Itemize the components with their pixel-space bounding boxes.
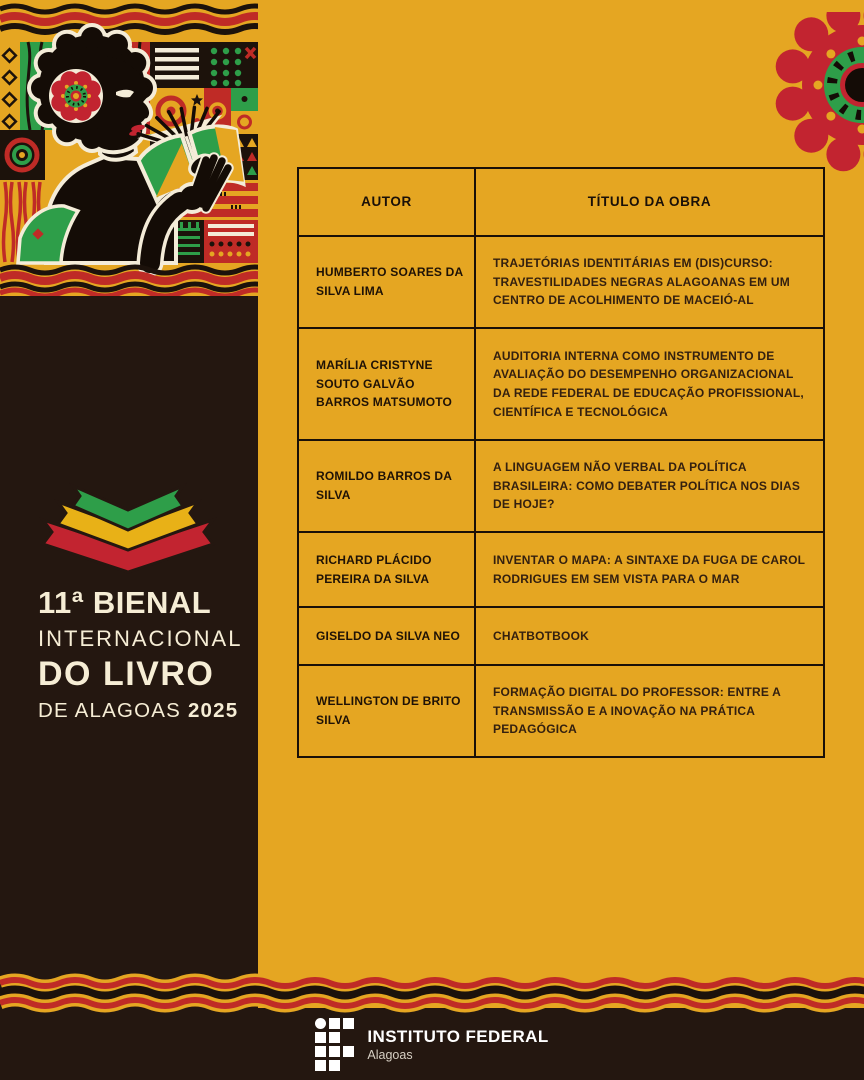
work-title: FORMAÇÃO DIGITAL DO PROFESSOR: ENTRE A TRANSMISSÃO E A INOVAÇÃO NA PRÁTICA PEDAGÓGICA <box>493 685 781 737</box>
author-name: HUMBERTO SOARES DA SILVA LIMA <box>299 237 476 327</box>
footer-text <box>367 1027 548 1062</box>
wavy-border <box>0 972 864 1014</box>
author-name: MARÍLIA CRISTYNE SOUTO GALVÃO BARROS MATSUMOTO <box>299 329 476 439</box>
author-name: GISELDO DA SILVA NEO <box>299 608 476 664</box>
work-title: TRAJETÓRIAS IDENTITÁRIAS EM (DIS)CURSO: TRAVESTILIDADES NEGRAS ALAGOANAS EM UM CENTRO DE ACOLHIMENTO DE MACEIÓ-AL <box>493 256 790 308</box>
table-row <box>299 439 823 531</box>
author-name: RICHARD PLÁCIDO PEREIRA DA SILVA <box>299 533 476 606</box>
table-header-autor: AUTOR <box>299 169 476 235</box>
institution-unit: Alagoas <box>367 1047 413 1062</box>
logo-line-alagoas: DE ALAGOAS 2025 <box>38 699 239 722</box>
table-row <box>299 664 823 756</box>
table-header-row <box>299 169 823 235</box>
work-title: A LINGUAGEM NÃO VERBAL DA POLÍTICA BRASILEIRA: COMO DEBATER POLÍTICA NOS DIAS DE HOJE? <box>493 460 801 512</box>
instituto-federal-logo-icon <box>315 1018 354 1071</box>
institution-name: INSTITUTO FEDERAL <box>367 1026 549 1046</box>
reading-woman-artwork <box>0 0 258 296</box>
logo-year: 2025 <box>187 699 239 722</box>
logo-line-internacional: INTERNACIONAL <box>38 626 243 651</box>
authors-table <box>297 167 825 758</box>
work-title: AUDITORIA INTERNA COMO INSTRUMENTO DE AVALIAÇÃO DO DESEMPENHO ORGANIZACIONAL DA REDE FEDERAL DE EDUCAÇÃO PROFISSIONAL, CIENTÍFICA E TECNOLÓGICA <box>493 348 804 419</box>
table-row <box>299 235 823 327</box>
author-name: ROMILDO BARROS DA SILVA <box>299 441 476 531</box>
logo-line-do-livro: DO LIVRO <box>38 655 215 693</box>
table-row <box>299 327 823 439</box>
work-title: INVENTAR O MAPA: A SINTAXE DA FUGA DE CAROL RODRIGUES EM SEM VISTA PARA O MAR <box>493 552 805 586</box>
work-title: CHATBOTBOOK <box>493 628 589 643</box>
table-row <box>299 531 823 606</box>
event-logo <box>0 482 258 723</box>
flower-ornament-icon <box>756 12 864 172</box>
book-ribbons-icon <box>33 482 223 577</box>
footer <box>0 1008 864 1080</box>
author-name: WELLINGTON DE BRITO SILVA <box>299 666 476 756</box>
table-row <box>299 606 823 664</box>
left-panel <box>0 296 258 1080</box>
table-header-titulo: TÍTULO DA OBRA <box>587 193 712 209</box>
logo-line-bienal: 11ª BIENAL <box>38 585 212 620</box>
